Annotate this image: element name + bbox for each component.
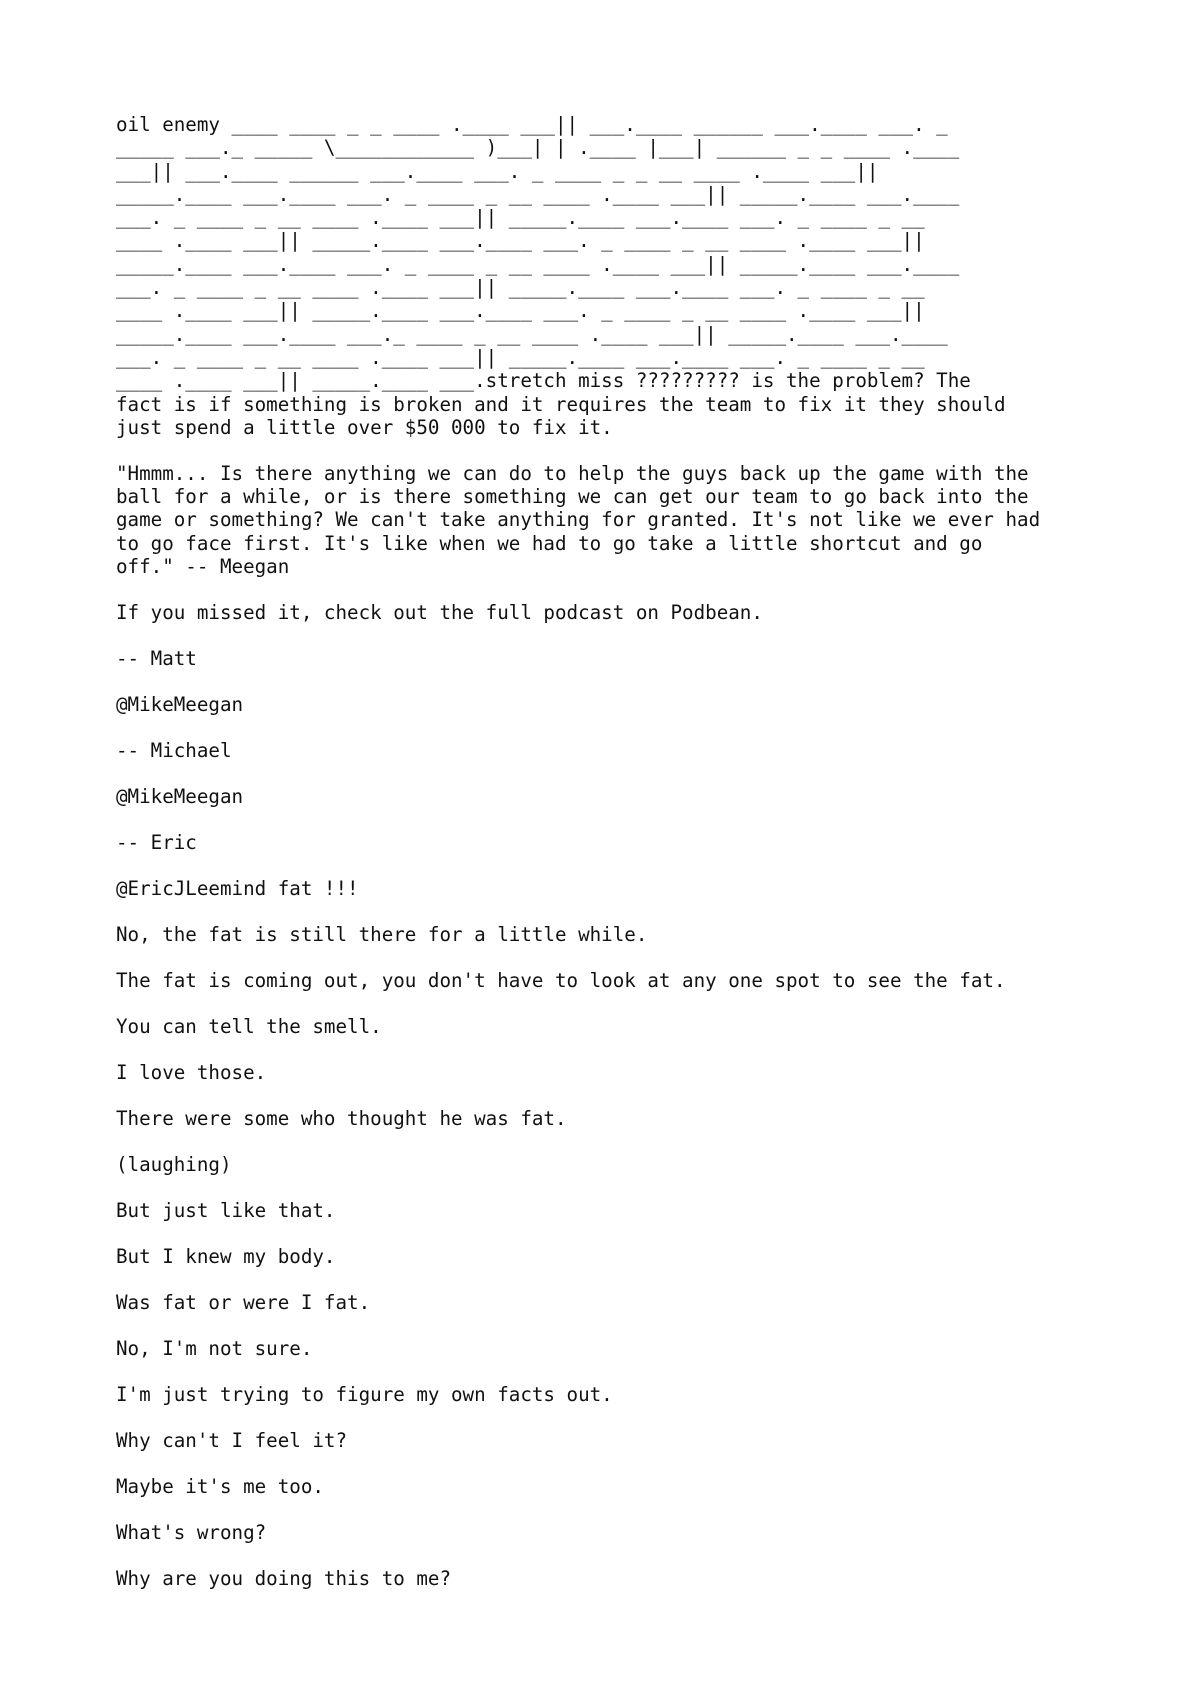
signature-eric: -- Eric — [116, 830, 197, 854]
handle-mikemeegan-2: @MikeMeegan — [116, 784, 244, 808]
handle-ericjleemind: @EricJLeemind fat !!! — [116, 876, 359, 900]
paragraph-line: I love those. — [116, 1060, 267, 1084]
handle-mikemeegan-1: @MikeMeegan — [116, 692, 244, 716]
paragraph-line: Maybe it's me too. — [116, 1474, 324, 1498]
paragraph-podcast-note: If you missed it, check out the full podcast on Podbean. — [116, 601, 763, 625]
paragraph-line: But just like that. — [116, 1198, 336, 1222]
paragraph-line: Was fat or were I fat. — [116, 1290, 371, 1314]
paragraph-line: No, I'm not sure. — [116, 1336, 313, 1360]
paragraph-meegan-quote: "Hmmm... Is there anything we can do to help the guys back up the game with the ball for a while, or is there something we can get our team to go back into the game or something? We can't take anything for granted. It's not like we ever had to go face first. It's like when we had to go take a little shortcut and go off." -- Meegan — [116, 461, 1041, 579]
paragraph-line: I'm just trying to figure my own facts out. — [116, 1382, 613, 1406]
paragraph-ascii-intro: oil enemy ____ ____ _ _ ____ .____ ___|| ___.____ ______ ___.____ ___. _ _____ ___._ _____ \____________ )___| | .____ |___| ______ _ _ ____ .____ ___|| ___.____ ______ ___.____ ___. _ ____ _ _ __ ____ .____ ___|| _____.____ ___.____ ___. _ ____ _ __ ____ .____ ___|| _____.____ ___.____ ___. _ ____ _ __ ____ .____ ___|| _____.____ ___.____ ___. _ ____ _ __ ____ .____ ___|| _____.____ ___.____ ___. _ ____ _ __ ____ .____ ___|| _____.____ ___.____ ___. _ ____ _ __ ____ .____ ___|| _____.____ ___.____ ___. _ ____ _ __ ____ .____ ___|| _____.____ ___.____ ___. _ ____ _ __ ____ .____ ___|| _____.____ ___.____ ___. _ ____ _ __ ____ .____ ___|| _____.____ ___.____ ___._ ____ _ __ ____ .____ ___|| _____.____ ___.____ ___. _ ____ _ __ ____ .____ ___|| _____.____ ___.____ ___. _ ____ _ __ ____ .____ ___|| _____.____ ___.stretch miss ????????? is the problem? The fact is if something is broken and it requires the team to fix it they should just spend a little over $50 000 to fix it. — [116, 113, 1006, 439]
paragraph-line: Why can't I feel it? — [116, 1428, 348, 1452]
paragraph-line: There were some who thought he was fat. — [116, 1106, 567, 1130]
paragraph-line: (laughing) — [116, 1152, 232, 1176]
signature-michael: -- Michael — [116, 738, 232, 762]
paragraph-line: But I knew my body. — [116, 1244, 336, 1268]
paragraph-line: Why are you doing this to me? — [116, 1566, 452, 1590]
paragraph-line: What's wrong? — [116, 1520, 267, 1544]
signature-matt: -- Matt — [116, 647, 197, 670]
document-page — [116, 113, 1116, 1590]
paragraph-line: The fat is coming out, you don't have to look at any one spot to see the fat. — [116, 968, 1006, 992]
paragraph-line: No, the fat is still there for a little while. — [116, 922, 648, 946]
paragraph-line: You can tell the smell. — [116, 1014, 382, 1038]
